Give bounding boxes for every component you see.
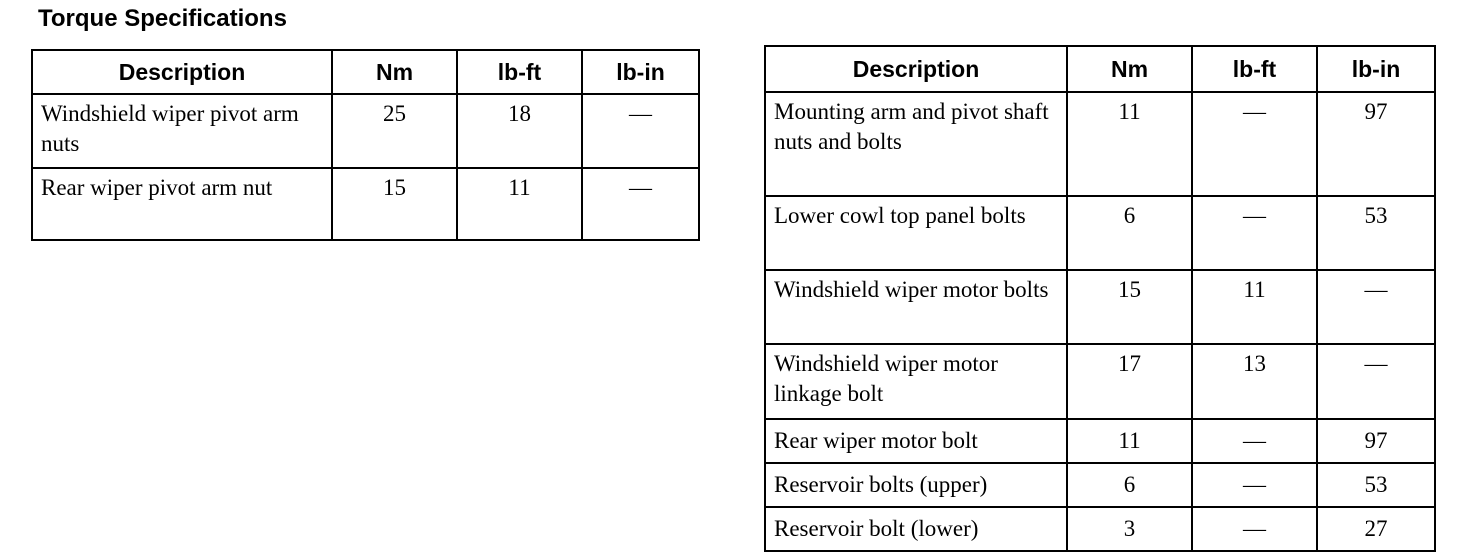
cell-nm: 11 xyxy=(1067,419,1192,463)
cell-description: Lower cowl top panel bolts xyxy=(765,196,1067,270)
cell-lb-ft: — xyxy=(1192,419,1317,463)
cell-lb-in: — xyxy=(582,168,699,240)
column-header-lb-ft: lb-ft xyxy=(1192,46,1317,92)
cell-description: Windshield wiper motor linkage bolt xyxy=(765,344,1067,419)
table-row xyxy=(765,270,1435,344)
cell-nm: 17 xyxy=(1067,344,1192,419)
cell-lb-ft: — xyxy=(1192,507,1317,551)
cell-lb-in: 97 xyxy=(1317,92,1435,196)
page-title: Torque Specifications xyxy=(38,5,287,32)
cell-description: Windshield wiper motor bolts xyxy=(765,270,1067,344)
cell-lb-ft: 13 xyxy=(1192,344,1317,419)
cell-nm: 6 xyxy=(1067,463,1192,507)
column-header-nm: Nm xyxy=(1067,46,1192,92)
column-header-lb-in: lb-in xyxy=(582,50,699,94)
cell-lb-in: 27 xyxy=(1317,507,1435,551)
cell-nm: 11 xyxy=(1067,92,1192,196)
cell-lb-ft: 11 xyxy=(1192,270,1317,344)
cell-lb-ft: — xyxy=(1192,92,1317,196)
table-row xyxy=(765,92,1435,196)
cell-lb-ft: 11 xyxy=(457,168,582,240)
header-row xyxy=(32,50,699,94)
table-row xyxy=(32,168,699,240)
table-row xyxy=(765,419,1435,463)
cell-lb-in: — xyxy=(1317,270,1435,344)
cell-description: Rear wiper motor bolt xyxy=(765,419,1067,463)
table-row xyxy=(765,463,1435,507)
column-header-description: Description xyxy=(32,50,332,94)
table-row xyxy=(32,94,699,168)
torque-table-right xyxy=(764,45,1436,552)
header-row xyxy=(765,46,1435,92)
cell-description: Reservoir bolt (lower) xyxy=(765,507,1067,551)
column-header-lb-in: lb-in xyxy=(1317,46,1435,92)
table-row xyxy=(765,196,1435,270)
cell-lb-in: 53 xyxy=(1317,196,1435,270)
cell-description: Reservoir bolts (upper) xyxy=(765,463,1067,507)
table-row xyxy=(765,507,1435,551)
cell-lb-in: — xyxy=(1317,344,1435,419)
cell-lb-in: 53 xyxy=(1317,463,1435,507)
cell-description: Rear wiper pivot arm nut xyxy=(32,168,332,240)
cell-lb-in: 97 xyxy=(1317,419,1435,463)
cell-nm: 15 xyxy=(1067,270,1192,344)
cell-lb-ft: — xyxy=(1192,463,1317,507)
cell-lb-in: — xyxy=(582,94,699,168)
table-row xyxy=(765,344,1435,419)
cell-lb-ft: — xyxy=(1192,196,1317,270)
column-header-nm: Nm xyxy=(332,50,457,94)
cell-lb-ft: 18 xyxy=(457,94,582,168)
cell-description: Windshield wiper pivot arm nuts xyxy=(32,94,332,168)
torque-table-left xyxy=(31,49,700,241)
column-header-description: Description xyxy=(765,46,1067,92)
cell-nm: 25 xyxy=(332,94,457,168)
cell-nm: 3 xyxy=(1067,507,1192,551)
cell-nm: 6 xyxy=(1067,196,1192,270)
column-header-lb-ft: lb-ft xyxy=(457,50,582,94)
cell-nm: 15 xyxy=(332,168,457,240)
cell-description: Mounting arm and pivot shaft nuts and bolts xyxy=(765,92,1067,196)
